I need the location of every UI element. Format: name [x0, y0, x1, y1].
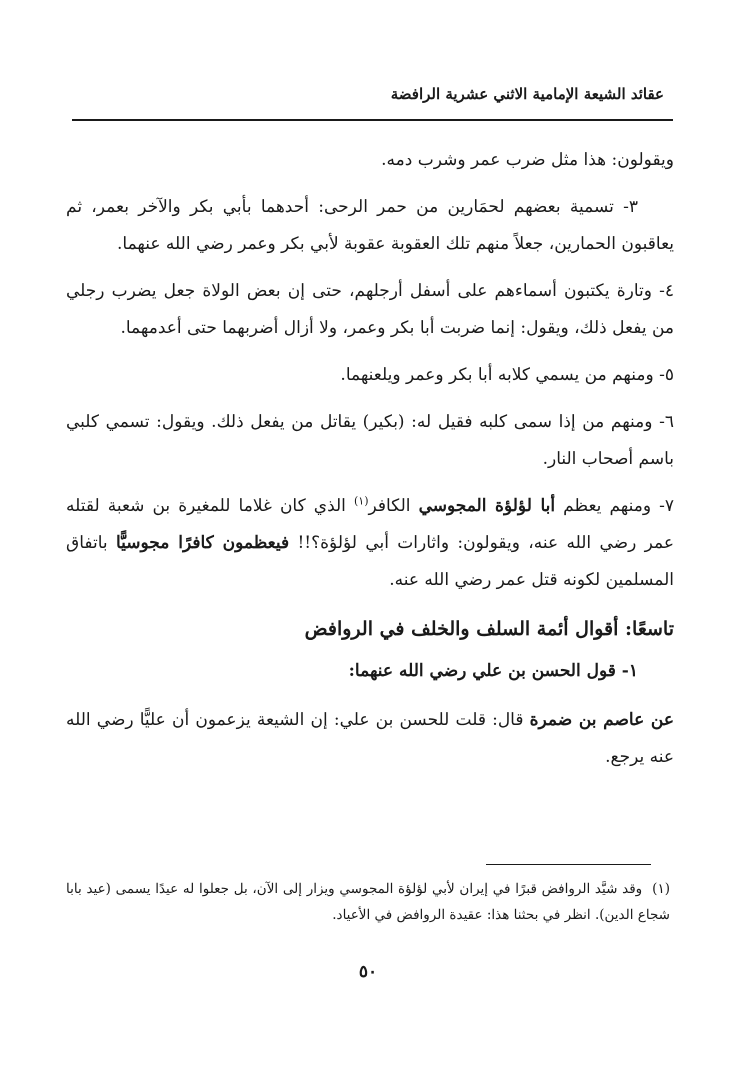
footnote-reference[interactable]: (١): [353, 494, 369, 508]
paragraph-5: ٥- ومنهم من يسمي كلابه أبا بكر وعمر ويلعنهما.: [340, 365, 674, 385]
subheading: ١- قول الحسن بن علي رضي الله عنهما:: [348, 661, 638, 681]
paragraph-7-part-d: باتفاق المسلمين لكونه قتل عمر رضي الله عنه.: [66, 533, 674, 590]
body-text: [66, 142, 674, 786]
paragraph-7: [66, 488, 674, 599]
paragraph-6: ٦- ومنهم من إذا سمى كلبه فقيل له: (بكير) يقاتل من يفعل ذلك. ويقول: تسمي كلبي باسم أصحاب النار.: [66, 412, 674, 469]
paragraph-7-part-a: ٧- ومنهم يعظم: [555, 496, 674, 516]
paragraph-7-part-c: الذي كان غلاما للمغيرة بن شعبة لقتله عمر رضي الله عنه، ويقولون: واثارات أبي لؤلؤة؟!!: [66, 496, 674, 553]
page-number: ٥٠: [358, 962, 378, 982]
footnote-text: وقد شيَّد الروافض قبرًا في إيران لأبي لؤلؤة المجوسي ويزار إلى الآن، بل جعلوا له عيدًا يسمى (عيد بابا شجاع الدين). انظر في بحثنا هذا: عقيدة الروافض في الأعياد.: [66, 881, 670, 923]
paragraph-3: ٣- تسمية بعضهم لحمَارين من حمر الرحى: أحدهما بأبي بكر والآخر بعمر، ثم يعاقبون الحمارين، جعلاً منهم تلك العقوبة عقوبة لأبي بكر وعمر رضي الله عنهما.: [66, 197, 674, 254]
footnote-number: (١): [652, 881, 670, 897]
running-header: عقائد الشيعة الإمامية الاثني عشرية الرافضة: [390, 85, 664, 103]
paragraph-8-rest: قال: قلت للحسن بن علي: إن الشيعة يزعمون أن عليًّا رضي الله عنه يرجع.: [66, 710, 674, 767]
paragraph-7-part-b: الكافر: [368, 496, 419, 516]
paragraph-8-bold-narrator: عن عاصم بن ضمرة: [529, 710, 674, 730]
paragraph-7-bold-name: أبا لؤلؤة المجوسي: [418, 496, 556, 516]
paragraph-4: ٤- وتارة يكتبون أسماءهم على أسفل أرجلهم، حتى إن بعض الولاة جعل يضرب رجلي من يفعل ذلك، ويقول: إنما ضربت أبا بكر وعمر، ولا أزال أضربهما حتى أعدمهما.: [66, 281, 674, 338]
paragraph-0: ويقولون: هذا مثل ضرب عمر وشرب دمه.: [381, 150, 674, 170]
paragraph-7-bold-phrase: فيعظمون كافرًا مجوسيًّا: [115, 533, 290, 553]
header-rule: [72, 119, 673, 121]
paragraph-8: [66, 702, 674, 776]
footnote: [66, 876, 670, 928]
footnote-rule: [486, 864, 651, 865]
section-heading: تاسعًا: أقوال أئمة السلف والخلف في الروافض: [304, 618, 674, 640]
